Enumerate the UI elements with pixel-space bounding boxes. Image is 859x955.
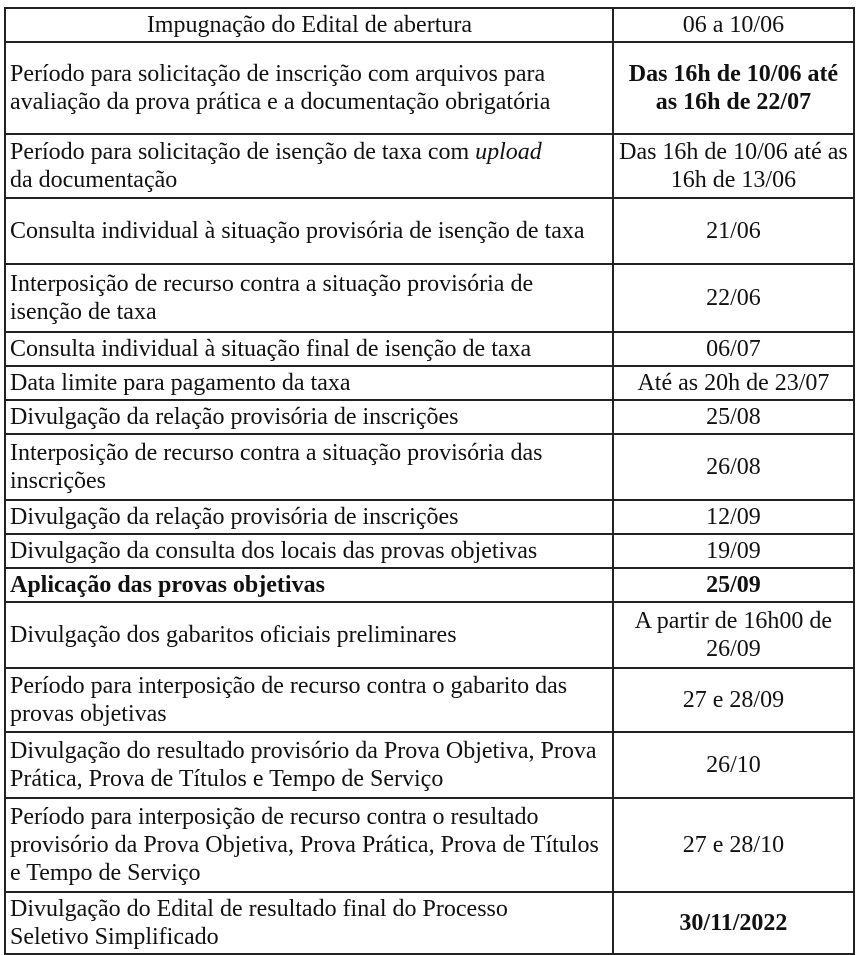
date-cell: 12/09 [613,500,854,534]
event-cell: Aplicação das provas objetivas [5,568,613,602]
date-cell: 27 e 28/10 [613,798,854,892]
table-row [5,568,854,602]
event-cell: Divulgação da relação provisória de inscrições [5,400,613,434]
table-row [5,42,854,134]
table-row [5,332,854,366]
table-row [5,434,854,500]
event-text: da documentação [10,167,178,193]
event-cell: Divulgação do resultado provisório da Prova Objetiva, Prova Prática, Prova de Títulos e Tempo de Serviço [5,732,613,798]
event-cell: Divulgação da relação provisória de inscrições [5,500,613,534]
table-row [5,534,854,568]
table-row [5,668,854,732]
date-cell: 26/10 [613,732,854,798]
event-cell: Divulgação da consulta dos locais das provas objetivas [5,534,613,568]
table-row [5,892,854,954]
table-row [5,400,854,434]
table-row [5,264,854,332]
event-cell: Consulta individual à situação provisória de isenção de taxa [5,198,613,264]
date-cell: A partir de 16h00 de 26/09 [613,602,854,668]
table-row [5,8,854,42]
date-cell: 06/07 [613,332,854,366]
table-row [5,732,854,798]
date-cell: 30/11/2022 [613,892,854,954]
event-cell: Divulgação dos gabaritos oficiais preliminares [5,602,613,668]
table-row [5,500,854,534]
date-cell: 19/09 [613,534,854,568]
date-cell: 06 a 10/06 [613,8,854,42]
date-cell: 22/06 [613,264,854,332]
event-cell: Divulgação do Edital de resultado final do Processo Seletivo Simplificado [5,892,613,954]
event-cell: Período para interposição de recurso contra o resultado provisório da Prova Objetiva, Prova Prática, Prova de Títulos e Tempo de Serviço [5,798,613,892]
event-cell [5,134,613,198]
date-cell: Das 16h de 10/06 até as 16h de 22/07 [613,42,854,134]
event-cell: Interposição de recurso contra a situação provisória de isenção de taxa [5,264,613,332]
date-cell: 25/08 [613,400,854,434]
table-row [5,366,854,400]
event-text: Período para solicitação de isenção de taxa com [10,139,476,165]
date-cell: 26/08 [613,434,854,500]
event-cell: Período para interposição de recurso contra o gabarito das provas objetivas [5,668,613,732]
table-row [5,198,854,264]
event-cell: Data limite para pagamento da taxa [5,366,613,400]
event-cell: Período para solicitação de inscrição com arquivos para avaliação da prova prática e a documentação obrigatória [5,42,613,134]
date-cell: 21/06 [613,198,854,264]
table-row [5,602,854,668]
date-cell: Até as 20h de 23/07 [613,366,854,400]
schedule-table [4,7,855,955]
event-cell: Interposição de recurso contra a situação provisória das inscrições [5,434,613,500]
event-cell: Consulta individual à situação final de isenção de taxa [5,332,613,366]
event-cell: Impugnação do Edital de abertura [5,8,613,42]
table-row [5,798,854,892]
date-cell: 27 e 28/09 [613,668,854,732]
table-row [5,134,854,198]
date-cell: 25/09 [613,568,854,602]
event-text-italic: upload [475,139,542,165]
date-cell: Das 16h de 10/06 até as 16h de 13/06 [613,134,854,198]
